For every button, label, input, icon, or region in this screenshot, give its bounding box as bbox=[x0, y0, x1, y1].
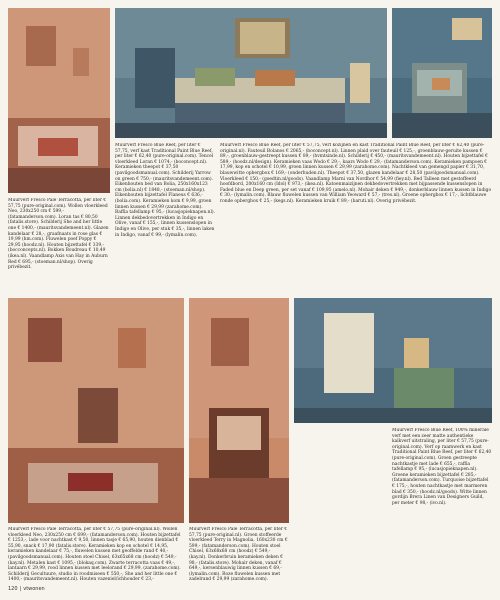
photo-terracotta-room bbox=[8, 298, 184, 523]
caption-5: Muurverf Fresco Pale Terracotta, per liter € 57,75 (pure-original.nl). Groen stoffeerde vloerkleed Terry in Magnolia, 160x230 cm € 599,- (fatamanderson.com). Houten stoel Chisel, 63x68x68 cm (hoodz) € 549,- (kay.nl). Donkerbruin keramieken deken € 98,- (fatalis.store). Mohair deken, vanaf € 649,-, kersenblauwig linnen kussen € 69,- (lymalin.com). Roze fluwelen kussen met zadelrand € 29,99 (zarahome.com). bbox=[189, 527, 288, 582]
caption-6: Muurverf Fresco Blue Reef, 100% minerale verf met een zeer matte authentieke kalkverf uitstraling, per liter € 57,75 (pure-original.com). Verf op raamwerk en kast Traditional Paint Blue Reef, per liter € 62,40 (pure-original.com). Groen gestreepte nachtkastje met lade € 655,-, raffia tafellamp € 95,- (lucasjopieknapen.nl). Groene keramieken bijzettafel € 285,- (fatamanderson.com). Turquoise bijzettafel € 175,-, houten nachtkastje met marmeren blad € 350,- (hoodz.nl/goods). Witte linnen gordijn Brera Linen van Designers Guild, per meter € 98,- (ivo.nl). bbox=[392, 428, 492, 506]
photo-blue-nightstand bbox=[294, 298, 492, 423]
photo-blue-chair bbox=[392, 8, 492, 138]
caption-3: Muurverf Fresco Blue Reef, per liter € 57,75, verf kozijnen en kast Traditional Paint Blue Reef, per liter € 62,40 (pure-original.nl). Fauteuil Bolanos € 2065,- (boconcept.nl). Linnen plaid over fauteuil € 125,-, groenblauw-geruite kussen € 89,-, groenblauw-gestreept kussen € 89,- (hvmtsinde.nl). Schilderij € 450,- (mauritsvandemeent.nl). Houten bijzettafel € 589,- (hoodz.nl/design). Keramieken vaas Wodo € 29,-, kaars Wodo € 29,- (fatamanderson.com). Keramieken pampoen € 17,99, kop en schotel € 10,99, groen linnen kussen € 29,99 (zarahome.com). Nachtkleed van gemengd papier € 31,70, blauwwitte opbergbox € 169,- (onderhuden.nl). Theepot € 37,50, glazen kandelaar € 28,50 (pavilgoodsmanual.com). Vloerkleed € 150,- (goedtin.nl/goods). Vaandlamp Marni van Nordhor € 54,99 (fiey.nl). Bed Talleen met gestoffeerd hoofdbord, 200x160 cm (Idol) € 973,- (ikea.nl). Katoenmaizijnen dekbedovertrekken met bijpassende kussenslopen in Faded blue en Deep green, per set vanaf € 109,95 (amelo.nl). Mohair deken € 949,-, donkerblauw linnen kussen in Indigo € 30,- (lymalin.com). Blauw fluwelen kussen van William Yeoward € 57,- (tres.nl). Groene opbergbox € 17,-, lichtblauwe ronde opbergbox € 25,- (kegs.nl). Keramieken kruik € 89,- (baruti.nl). Overig privébezit. bbox=[220, 143, 492, 204]
caption-1: Muurverf Fresco Pale Terracotta, per liter € 57,75 (pure-original.com). Wollen vloerkleed Neo, 230x250 cm € 599,- (fatamanderson.com). Loran tas € 80,50 (fatalis.store). Schilderij She and her little one € 1400,- (mauritsvandemeent.nl). Glazen kandelaar € 28,-, graafnaats in rose glas € 19,99 (hm.com). Fluwelen poef Poppy € 29,95 (hoodz.nl). Houten bijzettafel € 339,- (bocconcepts.nl). Bokken Boudreau € 10,49 (ikea.nl). Vaandlamp Axis van Hay in Auburn Red € 695,- (stoeman.nl/shop). Overig privébezit. bbox=[8, 198, 109, 271]
caption-4: Muurverf Fresco Pale Terracotta, per liter € 57,75 (pure-original.nl). Wollen vloerkleed Neo, 230x250 cm € 699,- (fatamanderson.com). Houten bijzettafel € 1253,-, lade voor nachtkast € 9,50, linnen tasje € 65,90, houten dienblad € 55,90, snack € 17,90 (fatalis.store). Keramieken kop en schotel € 14,95, keramieken kandelaar € 75,-, fluwelen kussen met geoffelde rand € 40,- (pavilgoodsmanual.com). Houten stoel Chisel, 63x65x68 cm (hoodz) € 549,- (kay.nl). Metalen kast € 1095,- (blokaq.com). Zwarte terracotta vaas € 49,-, lantaarn € 29,99, rood linnen kussen met leelorand € 29,99, (zarahome.com). Schilderij Gecultuure, studio in roodmiseen € 550,-, She and her little one € 1400,- (mauritsvandemeent.nl). Houten vazeniel/ichhouder € 23,- bbox=[8, 527, 181, 582]
footer-separator: | bbox=[19, 586, 22, 592]
photo-terracotta-bedroom bbox=[8, 8, 110, 193]
magazine-name: vtwonen bbox=[23, 586, 45, 592]
caption-2: Muurverf Fresco Blue Reef, per liter € 57,75, verf kast Traditional Paint Blue Reef, per liter € 62,40 (pure-original.com). Tencel vloerkleed Loran € 1074,- (boconcept.nl). Keramieken theepot € 37,50 (pavilgoodsmanual.com). Schilderij Yarrow on green € 750,- (mauritsvandemeent.com). Eikenhouten bed van Bolia, 250x160x123 cm (bolia.nl) € 1848,- (stoeman.nl/shop). Eikenhouten bijzettafel Flaneus € 636,- (bolia.com). Keramieken kom € 9,99, groen linnen kussen € 29,99 (zarahome.com). Baffia tafellamp € 95,- (lucasjopieknapen.nl). Linnen dekbedovertrekken in Indigo en Olive, vanaf € 155,-, linnen kussenslopen in Indigo en Olive, per stuk € 35,-, linnen laken in Indigo, vanaf € 99,- (lymalin.com). bbox=[115, 143, 215, 238]
photo-blue-bedroom bbox=[115, 8, 387, 138]
page-number: 120 bbox=[8, 586, 18, 592]
photo-terracotta-chair bbox=[189, 298, 289, 523]
page-footer bbox=[8, 586, 45, 592]
